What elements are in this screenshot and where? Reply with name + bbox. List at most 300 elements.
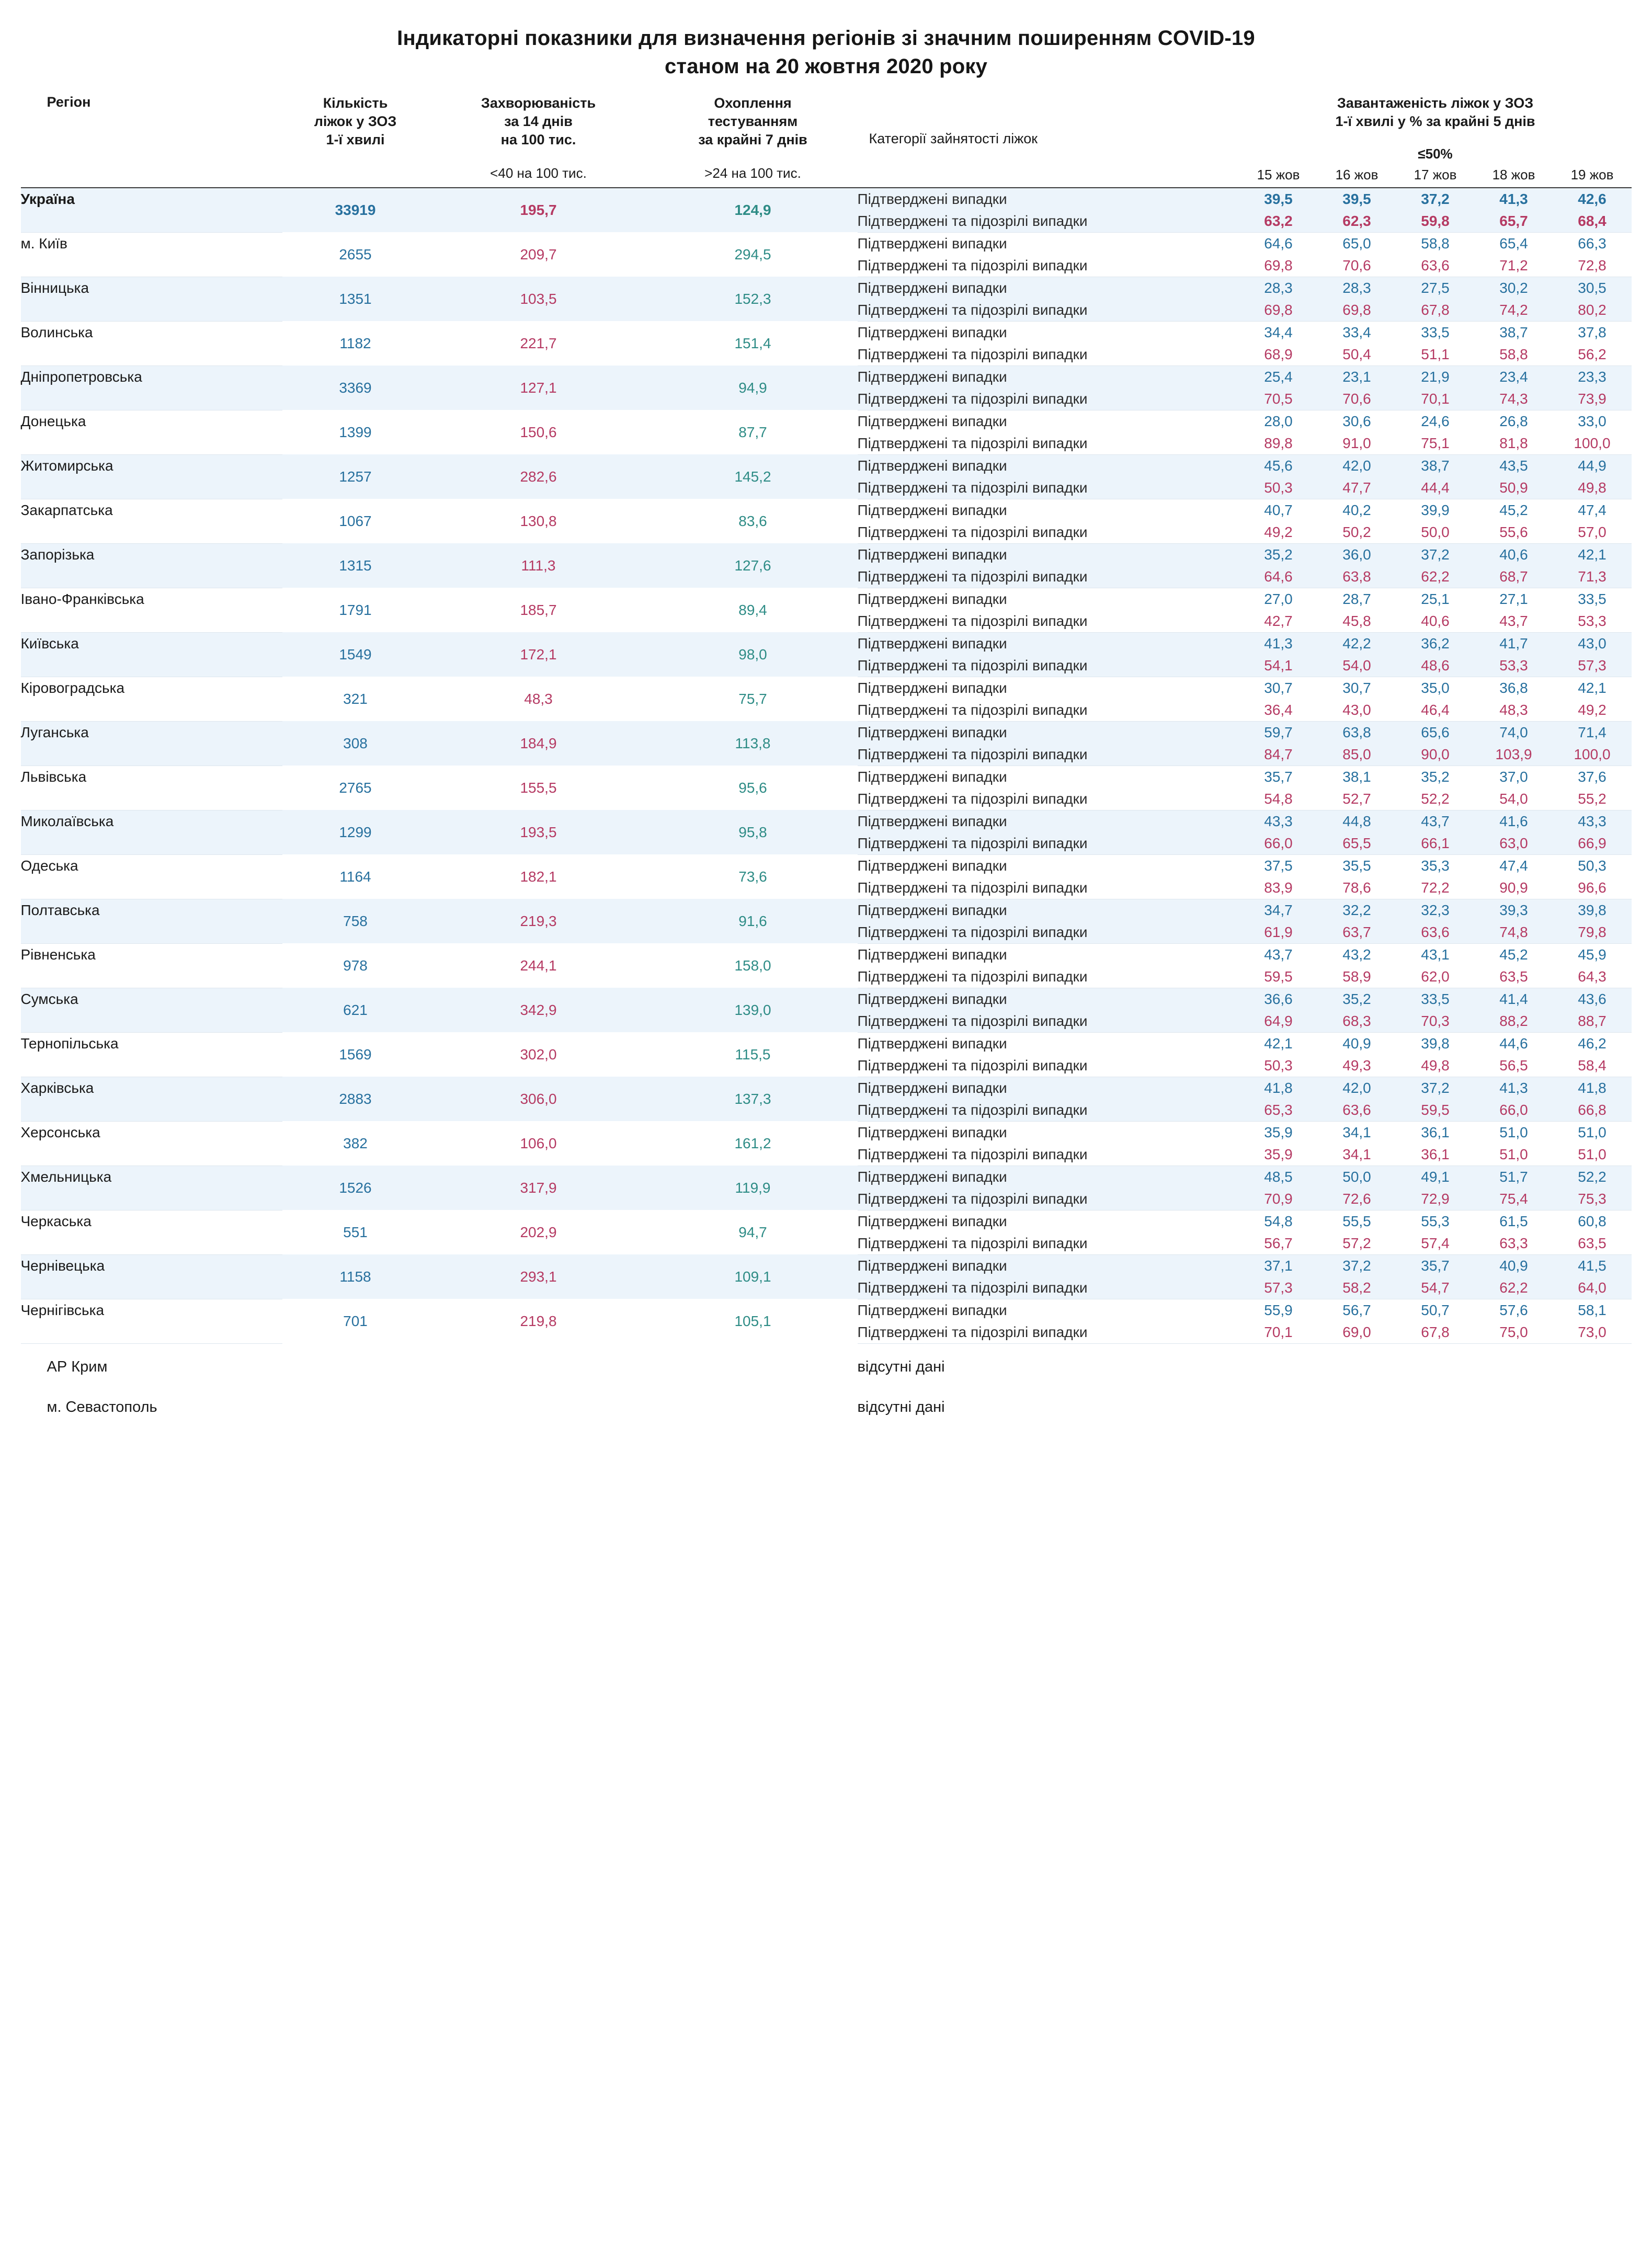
cell-suspected-day-3: 62,2 [1475, 1277, 1553, 1299]
cell-confirmed-day-1: 40,9 [1318, 1032, 1396, 1055]
footer-value-crimea: відсутні дані [857, 1358, 945, 1375]
cell-suspected-day-4: 68,4 [1553, 210, 1632, 233]
cell-incidence: 155,5 [429, 766, 648, 810]
column-header-region: Регіон [47, 94, 91, 110]
cell-confirmed-day-3: 26,8 [1475, 410, 1553, 432]
cell-suspected-day-4: 64,0 [1553, 1277, 1632, 1299]
cell-confirmed-day-1: 35,5 [1318, 854, 1396, 877]
cell-category-confirmed: Підтверджені випадки [858, 1166, 1239, 1188]
cell-suspected-day-4: 49,2 [1553, 699, 1632, 722]
cell-category-confirmed: Підтверджені випадки [858, 721, 1239, 744]
cell-category-confirmed: Підтверджені випадки [858, 1077, 1239, 1099]
cell-incidence: 150,6 [429, 410, 648, 454]
cell-suspected-day-3: 74,8 [1475, 921, 1553, 944]
cell-region: Закарпатська [21, 499, 282, 521]
cell-suspected-day-0: 42,7 [1239, 610, 1318, 633]
cell-suspected-day-3: 51,0 [1475, 1144, 1553, 1166]
cell-confirmed-day-2: 36,2 [1396, 632, 1475, 655]
cell-suspected-day-2: 57,4 [1396, 1232, 1475, 1255]
day-header-1: 16 жов [1335, 166, 1378, 182]
cell-region-spacer [21, 210, 282, 233]
cell-confirmed-day-3: 30,2 [1475, 277, 1553, 299]
cell-suspected-day-1: 69,0 [1318, 1321, 1396, 1344]
table-row [21, 1032, 1632, 1055]
cell-region: Луганська [21, 721, 282, 744]
cell-confirmed-day-4: 43,0 [1553, 632, 1632, 655]
cell-suspected-day-1: 54,0 [1318, 655, 1396, 677]
footer-value-sevastopol: відсутні дані [857, 1398, 945, 1415]
column-header-beds-line1: Кількість [323, 95, 388, 111]
cell-region-spacer [21, 521, 282, 544]
cell-region: Харківська [21, 1077, 282, 1099]
cell-confirmed-day-3: 40,6 [1475, 543, 1553, 566]
cell-category-confirmed: Підтверджені випадки [858, 277, 1239, 299]
cell-confirmed-day-1: 44,8 [1318, 810, 1396, 832]
cell-beds: 1257 [282, 454, 429, 499]
cell-suspected-day-1: 34,1 [1318, 1144, 1396, 1166]
column-header-incidence-line3: на 100 тис. [500, 132, 576, 148]
cell-confirmed-day-0: 55,9 [1239, 1299, 1318, 1321]
cell-incidence: 293,1 [429, 1254, 648, 1299]
table-row [21, 766, 1632, 788]
cell-incidence: 202,9 [429, 1210, 648, 1254]
cell-region: Дніпропетровська [21, 366, 282, 388]
cell-confirmed-day-4: 41,5 [1553, 1254, 1632, 1277]
cell-confirmed-day-2: 27,5 [1396, 277, 1475, 299]
cell-category-confirmed: Підтверджені випадки [858, 1299, 1239, 1321]
cell-suspected-day-3: 88,2 [1475, 1010, 1553, 1033]
cell-suspected-day-2: 67,8 [1396, 299, 1475, 322]
cell-suspected-day-4: 49,8 [1553, 477, 1632, 499]
cell-suspected-day-2: 36,1 [1396, 1144, 1475, 1166]
cell-confirmed-day-2: 37,2 [1396, 1077, 1475, 1099]
cell-confirmed-day-2: 24,6 [1396, 410, 1475, 432]
table-row [21, 988, 1632, 1010]
cell-suspected-day-0: 64,6 [1239, 566, 1318, 588]
cell-suspected-day-1: 68,3 [1318, 1010, 1396, 1033]
cell-region-spacer [21, 432, 282, 455]
column-header-incidence-line1: Захворюваність [481, 95, 596, 111]
cell-suspected-day-3: 66,0 [1475, 1099, 1553, 1122]
cell-suspected-day-2: 70,1 [1396, 388, 1475, 410]
cell-category-suspected: Підтверджені та підозрілі випадки [858, 344, 1239, 366]
cell-suspected-day-0: 64,9 [1239, 1010, 1318, 1033]
cell-suspected-day-1: 49,3 [1318, 1055, 1396, 1077]
footer-row-crimea [21, 1358, 1632, 1376]
table-row [21, 1254, 1632, 1277]
cell-category-confirmed: Підтверджені випадки [858, 321, 1239, 344]
cell-region-spacer [21, 921, 282, 944]
column-header-beds-line3: 1-ї хвилі [326, 132, 385, 148]
cell-beds: 308 [282, 721, 429, 766]
cell-category-suspected: Підтверджені та підозрілі випадки [858, 1055, 1239, 1077]
cell-category-suspected: Підтверджені та підозрілі випадки [858, 566, 1239, 588]
cell-suspected-day-4: 55,2 [1553, 788, 1632, 810]
cell-beds: 321 [282, 677, 429, 721]
cell-region: Миколаївська [21, 810, 282, 832]
cell-confirmed-day-0: 30,7 [1239, 677, 1318, 699]
cell-confirmed-day-0: 39,5 [1239, 188, 1318, 210]
cell-category-confirmed: Підтверджені випадки [858, 366, 1239, 388]
cell-confirmed-day-3: 45,2 [1475, 499, 1553, 521]
cell-region: Хмельницька [21, 1166, 282, 1188]
cell-testing: 89,4 [648, 588, 858, 632]
day-header-4: 19 жов [1570, 166, 1614, 182]
cell-confirmed-day-2: 37,2 [1396, 188, 1475, 210]
cell-testing: 124,9 [648, 188, 858, 233]
cell-suspected-day-1: 50,4 [1318, 344, 1396, 366]
cell-confirmed-day-4: 23,3 [1553, 366, 1632, 388]
cell-suspected-day-2: 75,1 [1396, 432, 1475, 455]
cell-confirmed-day-1: 65,0 [1318, 232, 1396, 255]
cell-confirmed-day-3: 41,7 [1475, 632, 1553, 655]
cell-beds: 1315 [282, 543, 429, 588]
cell-confirmed-day-3: 74,0 [1475, 721, 1553, 744]
cell-suspected-day-4: 53,3 [1553, 610, 1632, 633]
cell-confirmed-day-2: 35,0 [1396, 677, 1475, 699]
column-header-category: Категорії зайнятості ліжок [869, 131, 1038, 146]
cell-region: Сумська [21, 988, 282, 1010]
cell-confirmed-day-3: 61,5 [1475, 1210, 1553, 1232]
cell-confirmed-day-1: 63,8 [1318, 721, 1396, 744]
cell-category-suspected: Підтверджені та підозрілі випадки [858, 1321, 1239, 1344]
cell-confirmed-day-4: 66,3 [1553, 232, 1632, 255]
cell-category-confirmed: Підтверджені випадки [858, 677, 1239, 699]
column-header-beds [282, 81, 429, 184]
cell-confirmed-day-1: 42,2 [1318, 632, 1396, 655]
cell-confirmed-day-1: 30,7 [1318, 677, 1396, 699]
cell-category-confirmed: Підтверджені випадки [858, 810, 1239, 832]
cell-confirmed-day-3: 40,9 [1475, 1254, 1553, 1277]
cell-incidence: 185,7 [429, 588, 648, 632]
cell-confirmed-day-2: 49,1 [1396, 1166, 1475, 1188]
cell-confirmed-day-4: 44,9 [1553, 454, 1632, 477]
cell-beds: 1399 [282, 410, 429, 454]
cell-confirmed-day-1: 42,0 [1318, 454, 1396, 477]
cell-confirmed-day-1: 55,5 [1318, 1210, 1396, 1232]
cell-confirmed-day-2: 35,7 [1396, 1254, 1475, 1277]
cell-category-suspected: Підтверджені та підозрілі випадки [858, 299, 1239, 322]
cell-suspected-day-0: 50,3 [1239, 477, 1318, 499]
cell-suspected-day-0: 84,7 [1239, 744, 1318, 766]
cell-category-confirmed: Підтверджені випадки [858, 899, 1239, 921]
cell-region: Вінницька [21, 277, 282, 299]
cell-incidence: 219,3 [429, 899, 648, 943]
table-row [21, 588, 1632, 610]
cell-suspected-day-1: 57,2 [1318, 1232, 1396, 1255]
cell-suspected-day-1: 91,0 [1318, 432, 1396, 455]
cell-incidence: 172,1 [429, 632, 648, 677]
cell-suspected-day-0: 35,9 [1239, 1144, 1318, 1166]
cell-suspected-day-1: 45,8 [1318, 610, 1396, 633]
cell-testing: 94,7 [648, 1210, 858, 1254]
cell-suspected-day-4: 57,0 [1553, 521, 1632, 544]
cell-confirmed-day-0: 35,9 [1239, 1121, 1318, 1144]
cell-category-confirmed: Підтверджені випадки [858, 543, 1239, 566]
cell-suspected-day-1: 69,8 [1318, 299, 1396, 322]
cell-beds: 1182 [282, 321, 429, 366]
cell-suspected-day-0: 68,9 [1239, 344, 1318, 366]
cell-confirmed-day-3: 45,2 [1475, 943, 1553, 966]
cell-region-spacer [21, 877, 282, 899]
cell-confirmed-day-2: 65,6 [1396, 721, 1475, 744]
cell-confirmed-day-3: 65,4 [1475, 232, 1553, 255]
table-row [21, 721, 1632, 744]
cell-suspected-day-0: 54,8 [1239, 788, 1318, 810]
cell-confirmed-day-1: 32,2 [1318, 899, 1396, 921]
footer-notes [21, 1344, 1632, 1416]
table-header [21, 81, 1632, 184]
cell-beds: 1158 [282, 1254, 429, 1299]
cell-category-confirmed: Підтверджені випадки [858, 454, 1239, 477]
cell-category-confirmed: Підтверджені випадки [858, 232, 1239, 255]
cell-suspected-day-4: 51,0 [1553, 1144, 1632, 1166]
cell-category-suspected: Підтверджені та підозрілі випадки [858, 1010, 1239, 1033]
cell-confirmed-day-1: 36,0 [1318, 543, 1396, 566]
cell-confirmed-day-0: 42,1 [1239, 1032, 1318, 1055]
table-row [21, 454, 1632, 477]
title-line-2: станом на 20 жовтня 2020 року [664, 55, 988, 78]
cell-testing: 115,5 [648, 1032, 858, 1077]
column-header-testing-line1: Охоплення [714, 95, 792, 111]
cell-suspected-day-1: 63,6 [1318, 1099, 1396, 1122]
cell-region: Херсонська [21, 1121, 282, 1144]
cell-region-spacer [21, 477, 282, 499]
cell-category-suspected: Підтверджені та підозрілі випадки [858, 477, 1239, 499]
cell-confirmed-day-4: 42,6 [1553, 188, 1632, 210]
cell-suspected-day-0: 49,2 [1239, 521, 1318, 544]
cell-suspected-day-1: 63,7 [1318, 921, 1396, 944]
cell-suspected-day-3: 58,8 [1475, 344, 1553, 366]
cell-suspected-day-3: 54,0 [1475, 788, 1553, 810]
cell-suspected-day-3: 74,2 [1475, 299, 1553, 322]
cell-confirmed-day-0: 40,7 [1239, 499, 1318, 521]
cell-confirmed-day-1: 30,6 [1318, 410, 1396, 432]
cell-region-spacer [21, 699, 282, 722]
cell-beds: 1791 [282, 588, 429, 632]
cell-region-spacer [21, 610, 282, 633]
cell-incidence: 244,1 [429, 943, 648, 988]
cell-beds: 758 [282, 899, 429, 943]
cell-category-confirmed: Підтверджені випадки [858, 854, 1239, 877]
cell-suspected-day-1: 72,6 [1318, 1188, 1396, 1210]
cell-incidence: 111,3 [429, 543, 648, 588]
cell-category-suspected: Підтверджені та підозрілі випадки [858, 255, 1239, 277]
cell-beds: 1549 [282, 632, 429, 677]
cell-testing: 161,2 [648, 1121, 858, 1166]
cell-confirmed-day-1: 38,1 [1318, 766, 1396, 788]
cell-suspected-day-3: 50,9 [1475, 477, 1553, 499]
cell-suspected-day-2: 66,1 [1396, 832, 1475, 855]
column-header-testing-line2: тестуванням [708, 113, 798, 130]
cell-suspected-day-2: 49,8 [1396, 1055, 1475, 1077]
cell-beds: 382 [282, 1121, 429, 1166]
cell-confirmed-day-4: 51,0 [1553, 1121, 1632, 1144]
cell-suspected-day-4: 58,4 [1553, 1055, 1632, 1077]
cell-category-confirmed: Підтверджені випадки [858, 1032, 1239, 1055]
cell-region-spacer [21, 1010, 282, 1033]
cell-testing: 91,6 [648, 899, 858, 943]
cell-confirmed-day-4: 50,3 [1553, 854, 1632, 877]
cell-category-suspected: Підтверджені та підозрілі випадки [858, 1188, 1239, 1210]
cell-incidence: 130,8 [429, 499, 648, 543]
cell-confirmed-day-0: 37,1 [1239, 1254, 1318, 1277]
cell-confirmed-day-4: 71,4 [1553, 721, 1632, 744]
cell-confirmed-day-4: 60,8 [1553, 1210, 1632, 1232]
cell-suspected-day-0: 89,8 [1239, 432, 1318, 455]
indicator-table [21, 188, 1632, 1344]
cell-suspected-day-3: 43,7 [1475, 610, 1553, 633]
cell-confirmed-day-1: 35,2 [1318, 988, 1396, 1010]
cell-suspected-day-0: 61,9 [1239, 921, 1318, 944]
cell-testing: 87,7 [648, 410, 858, 454]
cell-confirmed-day-4: 37,8 [1553, 321, 1632, 344]
cell-confirmed-day-2: 33,5 [1396, 321, 1475, 344]
column-header-incidence [429, 81, 648, 184]
cell-region-spacer [21, 832, 282, 855]
cell-beds: 701 [282, 1299, 429, 1343]
cell-confirmed-day-0: 41,8 [1239, 1077, 1318, 1099]
cell-confirmed-day-2: 38,7 [1396, 454, 1475, 477]
cell-region-spacer [21, 388, 282, 410]
cell-confirmed-day-4: 33,0 [1553, 410, 1632, 432]
cell-incidence: 184,9 [429, 721, 648, 766]
cell-confirmed-day-3: 57,6 [1475, 1299, 1553, 1321]
cell-suspected-day-3: 65,7 [1475, 210, 1553, 233]
cell-beds: 33919 [282, 188, 429, 233]
cell-region-spacer [21, 255, 282, 277]
table-row [21, 854, 1632, 877]
cell-suspected-day-3: 90,9 [1475, 877, 1553, 899]
cell-suspected-day-1: 52,7 [1318, 788, 1396, 810]
table-row [21, 232, 1632, 255]
cell-suspected-day-4: 80,2 [1553, 299, 1632, 322]
cell-confirmed-day-2: 50,7 [1396, 1299, 1475, 1321]
cell-confirmed-day-0: 37,5 [1239, 854, 1318, 877]
cell-region-spacer [21, 744, 282, 766]
footer-row-sevastopol [21, 1399, 1632, 1416]
cell-region-spacer [21, 966, 282, 988]
cell-incidence: 182,1 [429, 854, 648, 899]
cell-confirmed-day-3: 39,3 [1475, 899, 1553, 921]
cell-confirmed-day-1: 56,7 [1318, 1299, 1396, 1321]
cell-beds: 3369 [282, 366, 429, 410]
cell-suspected-day-2: 90,0 [1396, 744, 1475, 766]
cell-beds: 2765 [282, 766, 429, 810]
cell-confirmed-day-1: 23,1 [1318, 366, 1396, 388]
cell-suspected-day-4: 73,0 [1553, 1321, 1632, 1344]
column-header-incidence-line2: за 14 днів [504, 113, 573, 130]
cell-category-confirmed: Підтверджені випадки [858, 499, 1239, 521]
cell-region: Донецька [21, 410, 282, 432]
cell-region-spacer [21, 1144, 282, 1166]
cell-confirmed-day-1: 34,1 [1318, 1121, 1396, 1144]
cell-confirmed-day-0: 64,6 [1239, 232, 1318, 255]
cell-confirmed-day-3: 47,4 [1475, 854, 1553, 877]
cell-testing: 127,6 [648, 543, 858, 588]
cell-confirmed-day-2: 36,1 [1396, 1121, 1475, 1144]
cell-confirmed-day-0: 54,8 [1239, 1210, 1318, 1232]
cell-confirmed-day-1: 43,2 [1318, 943, 1396, 966]
cell-suspected-day-3: 63,3 [1475, 1232, 1553, 1255]
cell-suspected-day-2: 40,6 [1396, 610, 1475, 633]
cell-region: м. Київ [21, 232, 282, 255]
cell-confirmed-day-2: 25,1 [1396, 588, 1475, 610]
cell-testing: 151,4 [648, 321, 858, 366]
cell-confirmed-day-2: 21,9 [1396, 366, 1475, 388]
table-row [21, 321, 1632, 344]
cell-suspected-day-2: 50,0 [1396, 521, 1475, 544]
cell-beds: 621 [282, 988, 429, 1032]
cell-category-confirmed: Підтверджені випадки [858, 588, 1239, 610]
cell-suspected-day-0: 50,3 [1239, 1055, 1318, 1077]
cell-suspected-day-3: 75,4 [1475, 1188, 1553, 1210]
cell-suspected-day-2: 52,2 [1396, 788, 1475, 810]
cell-confirmed-day-2: 43,1 [1396, 943, 1475, 966]
table-row [21, 499, 1632, 521]
cell-confirmed-day-0: 41,3 [1239, 632, 1318, 655]
cell-beds: 1067 [282, 499, 429, 543]
day-header-0: 15 жов [1257, 166, 1300, 182]
cell-confirmed-day-4: 47,4 [1553, 499, 1632, 521]
cell-category-confirmed: Підтверджені випадки [858, 1254, 1239, 1277]
cell-incidence: 221,7 [429, 321, 648, 366]
cell-confirmed-day-3: 43,5 [1475, 454, 1553, 477]
cell-category-suspected: Підтверджені та підозрілі випадки [858, 744, 1239, 766]
cell-region: Черкаська [21, 1210, 282, 1232]
cell-suspected-day-2: 72,2 [1396, 877, 1475, 899]
cell-suspected-day-4: 57,3 [1553, 655, 1632, 677]
cell-confirmed-day-0: 28,0 [1239, 410, 1318, 432]
cell-confirmed-day-0: 34,7 [1239, 899, 1318, 921]
cell-confirmed-day-4: 43,6 [1553, 988, 1632, 1010]
cell-confirmed-day-3: 51,7 [1475, 1166, 1553, 1188]
cell-suspected-day-1: 50,2 [1318, 521, 1396, 544]
cell-confirmed-day-4: 58,1 [1553, 1299, 1632, 1321]
column-header-testing-line3: за крайні 7 днів [698, 132, 807, 148]
cell-region-spacer [21, 1055, 282, 1077]
cell-region: Кіровоградська [21, 677, 282, 699]
footer-label-crimea: АР Крим [47, 1358, 108, 1375]
cell-confirmed-day-3: 44,6 [1475, 1032, 1553, 1055]
cell-confirmed-day-3: 51,0 [1475, 1121, 1553, 1144]
cell-suspected-day-0: 56,7 [1239, 1232, 1318, 1255]
cell-suspected-day-0: 69,8 [1239, 299, 1318, 322]
cell-testing: 73,6 [648, 854, 858, 899]
incidence-threshold: <40 на 100 тис. [490, 165, 587, 181]
cell-category-suspected: Підтверджені та підозрілі випадки [858, 699, 1239, 722]
cell-category-confirmed: Підтверджені випадки [858, 410, 1239, 432]
title-line-1: Індикаторні показники для визначення регіонів зі значним поширенням COVID-19 [397, 27, 1255, 50]
cell-confirmed-day-0: 43,7 [1239, 943, 1318, 966]
cell-suspected-day-1: 65,5 [1318, 832, 1396, 855]
cell-confirmed-day-1: 42,0 [1318, 1077, 1396, 1099]
cell-category-suspected: Підтверджені та підозрілі випадки [858, 655, 1239, 677]
cell-confirmed-day-3: 41,4 [1475, 988, 1553, 1010]
cell-region-spacer [21, 1232, 282, 1255]
cell-confirmed-day-0: 59,7 [1239, 721, 1318, 744]
cell-incidence: 306,0 [429, 1077, 648, 1121]
cell-region: Чернівецька [21, 1254, 282, 1277]
bed-load-threshold: ≤50% [1418, 146, 1453, 162]
cell-region-spacer [21, 1188, 282, 1210]
cell-confirmed-day-3: 41,3 [1475, 188, 1553, 210]
cell-confirmed-day-3: 23,4 [1475, 366, 1553, 388]
cell-suspected-day-2: 59,8 [1396, 210, 1475, 233]
cell-region: Рівненська [21, 943, 282, 966]
cell-suspected-day-3: 63,0 [1475, 832, 1553, 855]
cell-region: Одеська [21, 854, 282, 877]
